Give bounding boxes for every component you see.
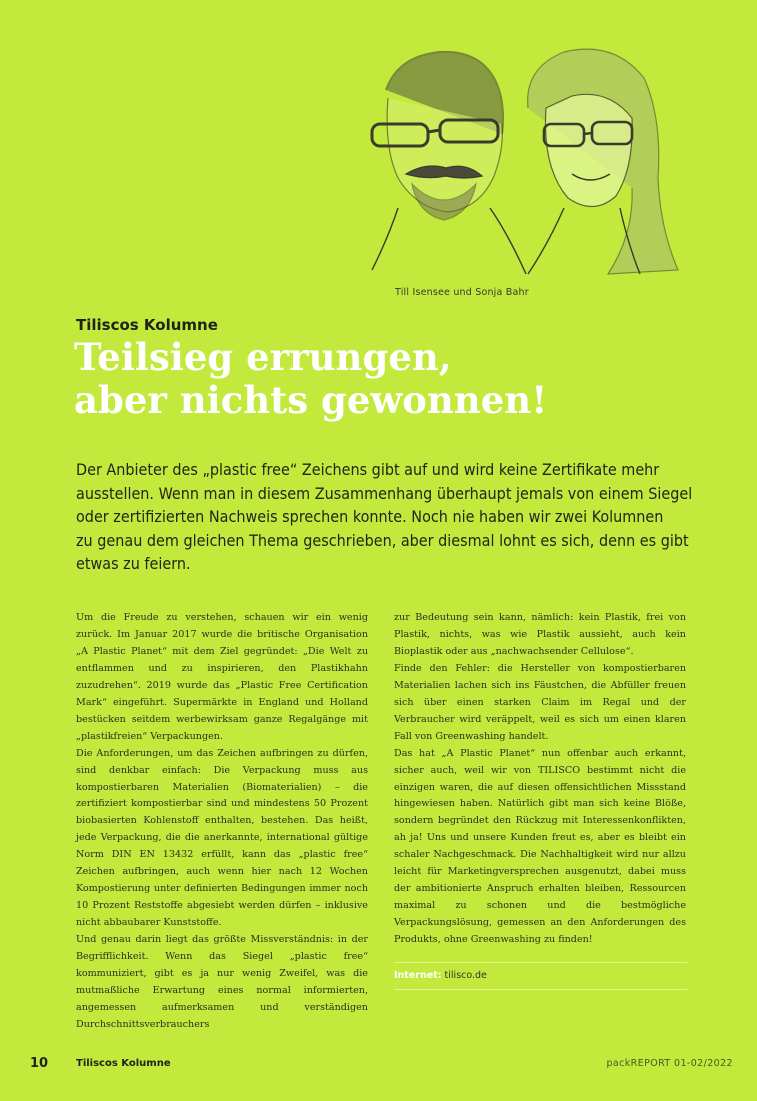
- body-column-left: [76, 610, 368, 1034]
- body-paragraph: Finde den Fehler: die Hersteller von kompostierbaren Materialien lachen sich ins Fäustchen, die Abfüller freuen sich über einen starken Claim im Regal und der Verbraucher wird veräppelt, weil es sich um einen klaren Fall von Greenwashing handelt.: [394, 662, 686, 742]
- body-paragraph: Und genau darin liegt das größte Missverständnis: in der Begrifflichkeit. Wenn das Siegel „plastic free“ kommuniziert, gibt es ja nur wenig Zweifel, was die mutmaßliche Erwartung eines normal informierten, angemessen aufmerksamen und verständigen Durchschnittsverbrauchers: [76, 934, 368, 1030]
- body-paragraph: Die Anforderungen, um das Zeichen aufbringen zu dürfen, sind denkbar einfach: Die Verpackung muss aus kompostierbaren Materialien (Biomaterialien) – die zertifiziert kompostierbar sind und mindestens 50 Prozent biobasierten Kohlenstoff enthalten, bestehen. Das heißt, jede Verpackung, die die anerkannte, international gültige Norm DIN EN 13432 erfüllt, kann das „plastic free“ Zeichen aufbringen, auch wenn hier nach 12 Wochen Kompostierung unter definierten Bedingungen immer noch 10 Prozent Reststoffe abgesiebt werden dürfen – inklusive nicht abbaubarer Kunststoffe.: [76, 747, 368, 929]
- article-headline: [74, 336, 714, 422]
- page-number: 10: [30, 1056, 49, 1071]
- photo-caption: Till Isensee und Sonja Bahr: [395, 287, 529, 298]
- internet-label: Internet:: [394, 970, 442, 981]
- body-paragraph: zur Bedeutung sein kann, nämlich: kein Plastik, frei von Plastik, nichts, was wie Plastik aussieht, auch kein Bioplastik oder aus „nachwachsender Cellulose“.: [394, 612, 686, 657]
- lead-line: etwas zu feiern.: [76, 554, 191, 573]
- internet-box: [394, 962, 687, 990]
- lead-line: Der Anbieter des „plastic free“ Zeichens gibt auf und wird keine Zertifikate mehr: [76, 460, 660, 479]
- body-paragraph: Das hat „A Plastic Planet“ nun offenbar auch erkannt, sicher auch, weil wir von TILISCO bestimmt nicht die einzigen waren, die auf diesen offensichtlichen Missstand hingewiesen haben. Natürlich gibt man sich keine Blöße, sondern begründet den Rückzug mit Interessenkonflikten, ah ja! Uns und unsere Kunden freut es, aber es bleibt ein schaler Nachgeschmack. Die Nachhaltigkeit wird nur allzu leicht für Marketingversprechen ausgenutzt, dabei muss der ambitionierte Anspruch erhalten bleiben, Ressourcen maximal zu schonen und die bestmögliche Verpackungslösung, gemessen an den Anforderungen des Produkts, ohne Greenwashing zu finden!: [394, 747, 686, 946]
- column-kicker: Tiliscos Kolumne: [76, 316, 218, 334]
- body-paragraph: Um die Freude zu verstehen, schauen wir ein wenig zurück. Im Januar 2017 wurde die britische Organisation „A Plastic Planet“ mit dem Ziel gegründet: „Die Welt zu entflammen und zu inspirieren, den Plastikhahn zuzudrehen“. 2019 wurde das „Plastic Free Certification Mark“ eingeführt. Supermärkte in England und Holland bestücken seitdem werbewirksam ganze Regalgänge mit „plastikfreien“ Verpackungen.: [76, 612, 368, 742]
- lead-line: zu genau dem gleichen Thema geschrieben, aber diesmal lohnt es sich, denn es gibt: [76, 530, 689, 550]
- article-lead: [76, 458, 693, 576]
- body-column-right: [394, 610, 686, 949]
- lead-line: ausstellen. Wenn man in diesem Zusammenhang überhaupt jemals von einem Siegel: [76, 483, 693, 503]
- footer-section: Tiliscos Kolumne: [76, 1058, 171, 1069]
- portrait-photo: [358, 38, 690, 278]
- internet-link[interactable]: tilisco.de: [444, 970, 487, 981]
- headline-line: Teilsieg errungen,: [74, 335, 452, 379]
- footer-magazine: packREPORT 01-02/2022: [606, 1058, 733, 1069]
- lead-line: oder zertifizierten Nachweis sprechen konnte. Noch nie haben wir zwei Kolumnen: [76, 507, 664, 526]
- headline-line: aber nichts gewonnen!: [74, 378, 548, 422]
